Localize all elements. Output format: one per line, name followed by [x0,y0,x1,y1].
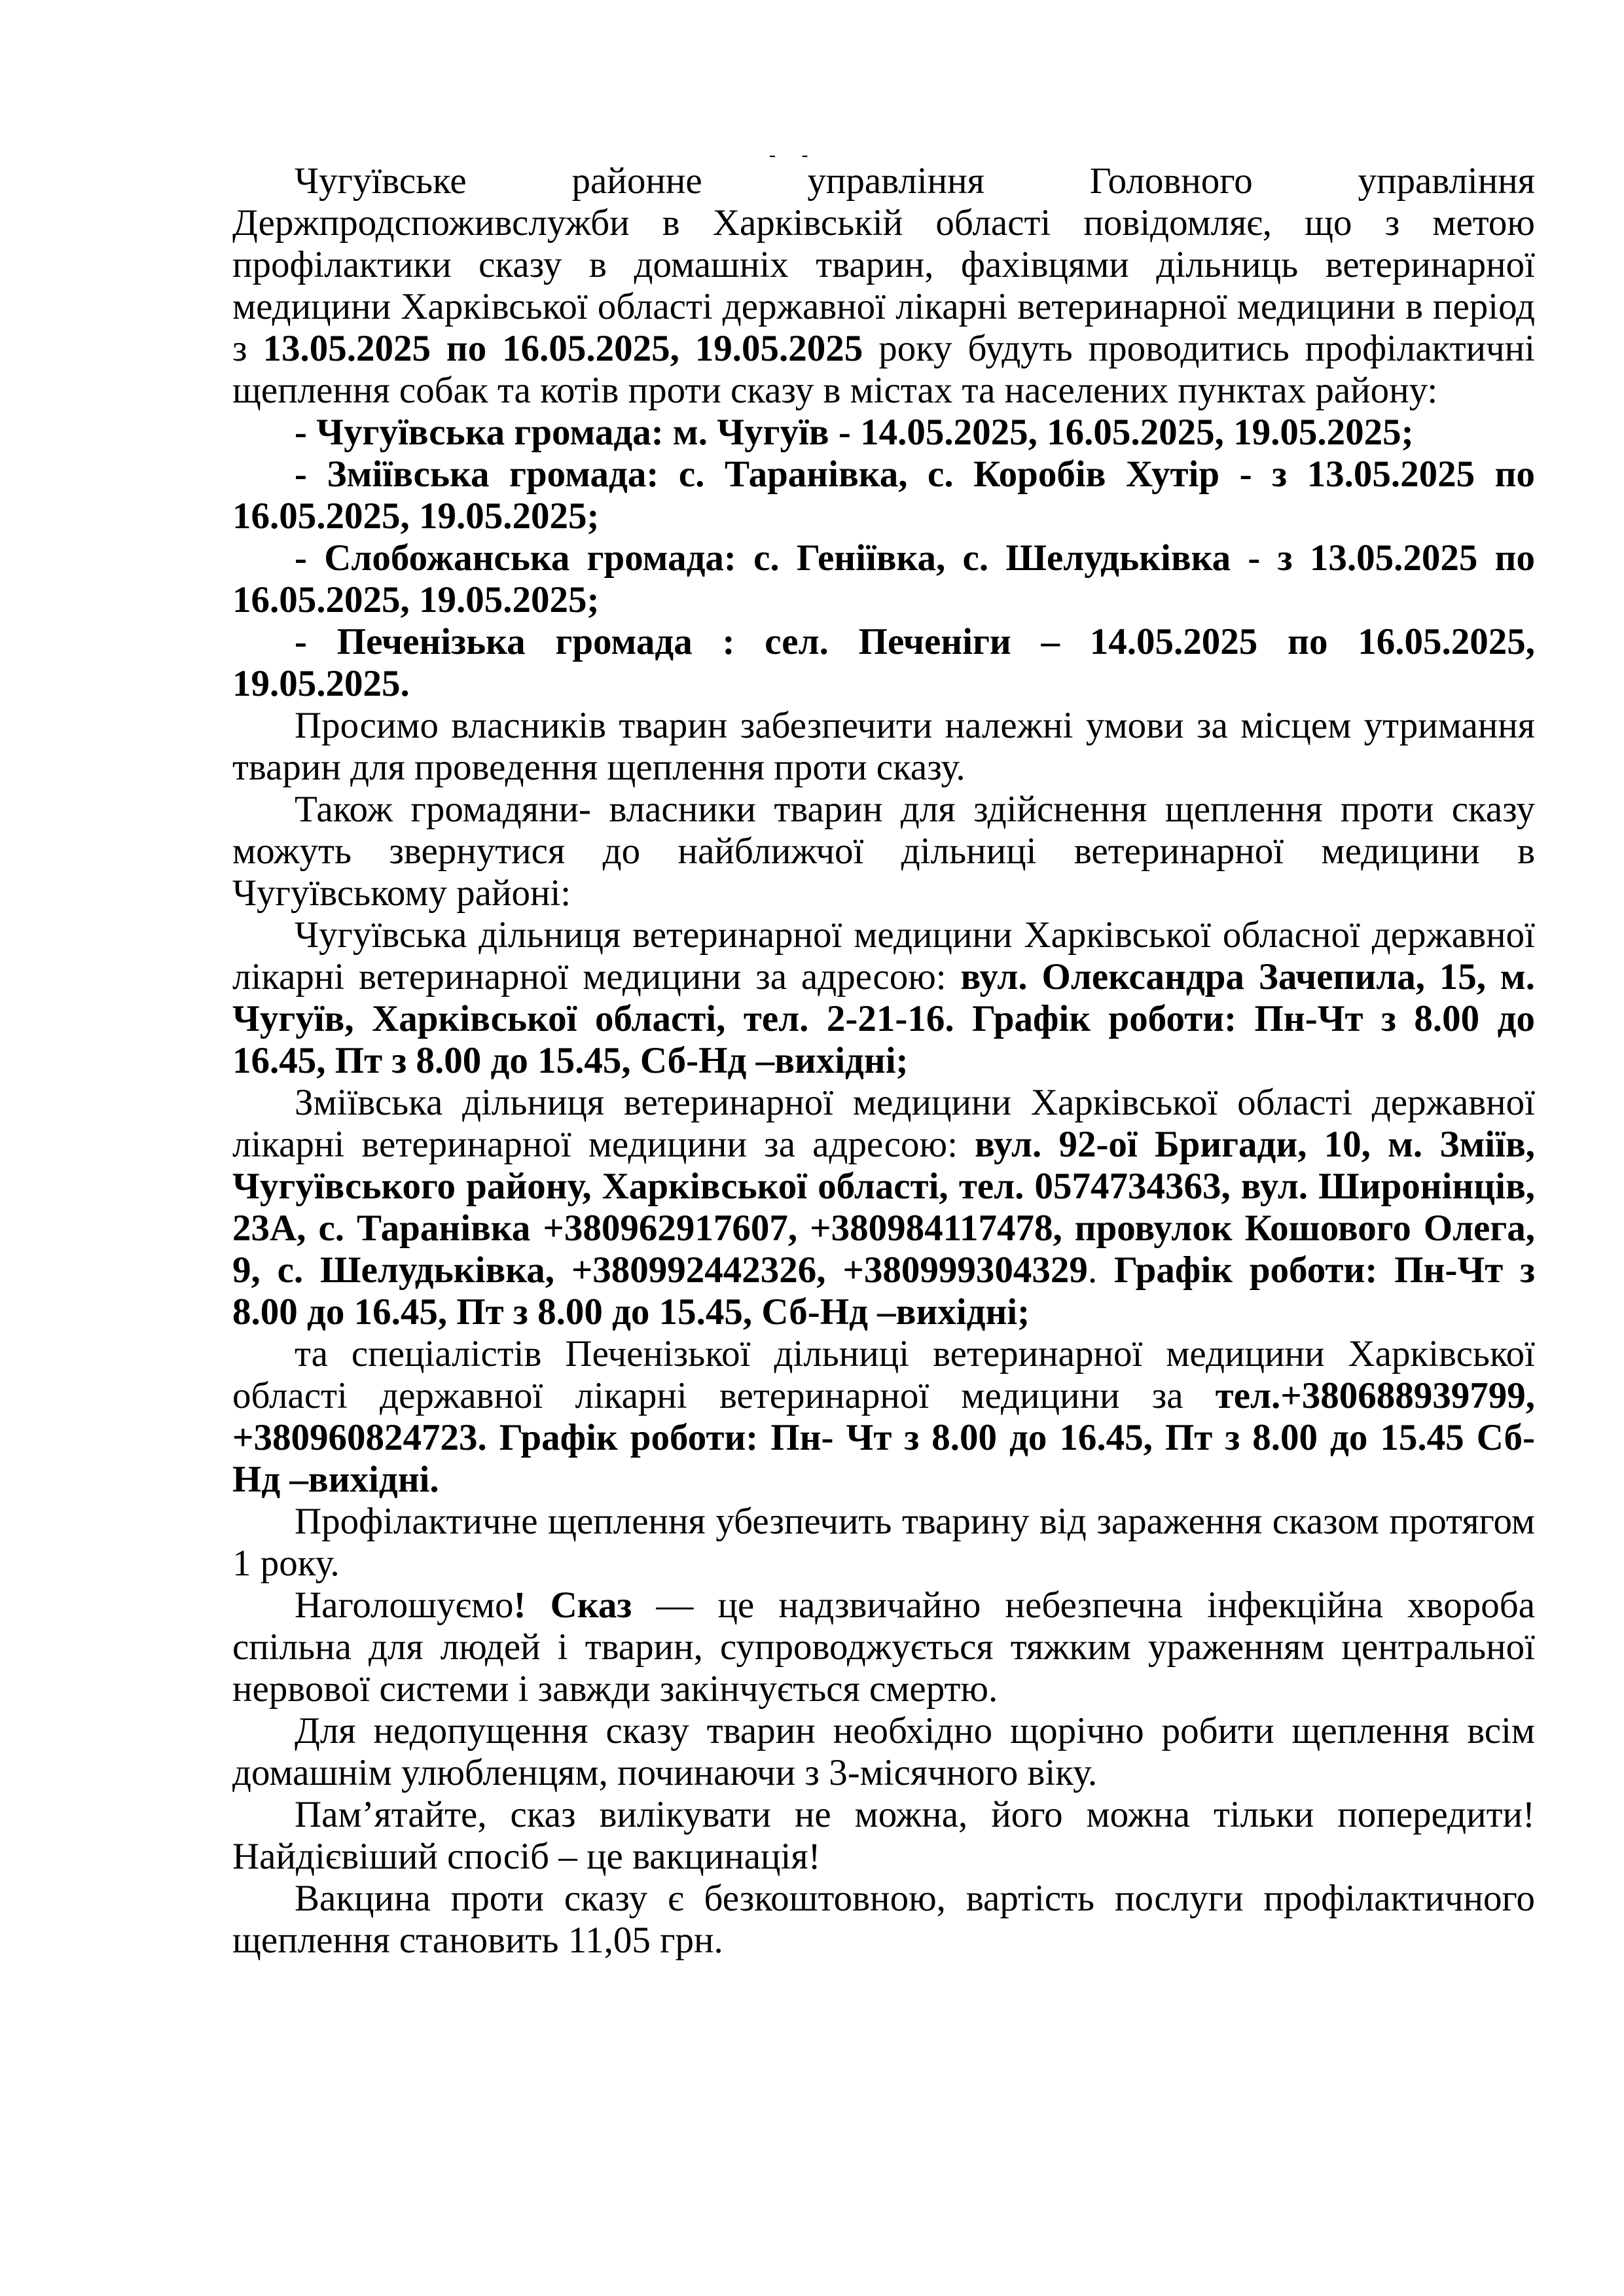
also-paragraph: Також громадяни- власники тварин для здійснення щеплення проти сказу можуть звернутися до найближчої дільниці ветеринарної медицини в Чугуївському районі: [232,789,1535,914]
intro-text: Чугуївське районне управління Головного управління Держпродспоживслужби в Харківській області повідомляє, що з метою профілактики сказу в домашніх тварин, фахівцями дільниць ветеринарної медицини Харківської області державної лікарні ветеринарної медицини в період з [232,160,1535,369]
document-body [232,160,1535,1962]
remember-paragraph: Пам’ятайте, сказ вилікувати не можна, його можна тільки попередити! Найдієвіший спосіб – це вакцинація! [232,1794,1535,1877]
zmiiv-station-paragraph [232,1082,1535,1333]
list-item-slobozhanska: - Слобожанська громада: с. Геніївка, с. Шелудьківка - з 13.05.2025 по 16.05.2025, 19.05.2025; [232,537,1535,620]
warning-rabies: ! Сказ [513,1585,632,1626]
zmiiv-schedule: Графік роботи: Пн-Чт з 8.00 до 16.45, Пт з 8.00 до 15.45, Сб-Нд –вихідні; [232,1249,1535,1333]
intro-text-end: року будуть проводитись профілактичні щеплення собак та котів проти сказу в містах та населених пунктах району: [232,328,1535,411]
request-paragraph: Просимо власників тварин забезпечити належні умови за місцем утримання тварин для проведення щеплення проти сказу. [232,705,1535,788]
chuguiv-station-details: вул. Олександра Зачепила, 15, м. Чугуїв, Харківської області, тел. 2-21-16. Графік роботи: Пн-Чт з 8.00 до 16.45, Пт з 8.00 до 15.45, Сб-Нд –вихідні; [232,956,1535,1081]
zmiiv-station-text: Зміївська дільниця ветеринарної медицини Харківської області державної лікарні ветеринарної медицини за адресою: [232,1082,1535,1165]
intro-paragraph [232,160,1535,412]
list-item-zmiiv: - Зміївська громада: с. Таранівка, с. Коробів Хутір - з 13.05.2025 по 16.05.2025, 19.05.2025; [232,454,1535,537]
protect-paragraph: Профілактичне щеплення убезпечить тварину від зараження сказом протягом 1 року. [232,1501,1535,1584]
zmiiv-station-details: вул. 92-ої Бригади, 10, м. Зміїв, Чугуївського району, Харківської області, тел. 0574734363, вул. Широнінців, 23А, с. Таранівка +380962917607, +380984117478, провулок Кошового Олега, 9, с. Шелудьківка, +380992442326, +380999304329 [232,1124,1535,1291]
zmiiv-separator: . [1087,1249,1114,1291]
cost-paragraph: Вакцина проти сказу є безкоштовною, вартість послуги профілактичного щеплення становить 11,05 грн. [232,1878,1535,1961]
top-mark: - - [769,144,819,166]
intro-dates: 13.05.2025 по 16.05.2025, 19.05.2025 [262,328,863,369]
pechenihy-station-details: тел.+380688939799, +380960824723. Графік роботи: Пн- Чт з 8.00 до 16.45, Пт з 8.00 до 15.45 Сб-Нд –вихідні. [232,1375,1535,1500]
list-item-pechenizka: - Печенізька громада : сел. Печеніги – 14.05.2025 по 16.05.2025, 19.05.2025. [232,621,1535,704]
warning-text: — це надзвичайно небезпечна інфекційна хвороба спільна для людей і тварин, супроводжується тяжким ураженням центральної нервової системи і завжди закінчується смертю. [232,1585,1535,1710]
pechenihy-station-text: та спеціалістів Печенізької дільниці ветеринарної медицини Харківської області державної лікарні ветеринарної медицини за [232,1333,1535,1416]
warning-lead: Наголошуємо [295,1585,514,1626]
warning-paragraph [232,1585,1535,1710]
list-item-chuguiv: - Чугуївська громада: м. Чугуїв - 14.05.2025, 16.05.2025, 19.05.2025; [295,412,1414,453]
chuguiv-station-text: Чугуївська дільниця ветеринарної медицини Харківської обласної державної лікарні ветеринарної медицини за адресою: [232,914,1535,997]
chuguiv-station-paragraph [232,914,1535,1082]
pechenihy-station-paragraph [232,1333,1535,1501]
prevent-paragraph: Для недопущення сказу тварин необхідно щорічно робити щеплення всім домашнім улюбленцям, починаючи з 3-місячного віку. [232,1710,1535,1793]
